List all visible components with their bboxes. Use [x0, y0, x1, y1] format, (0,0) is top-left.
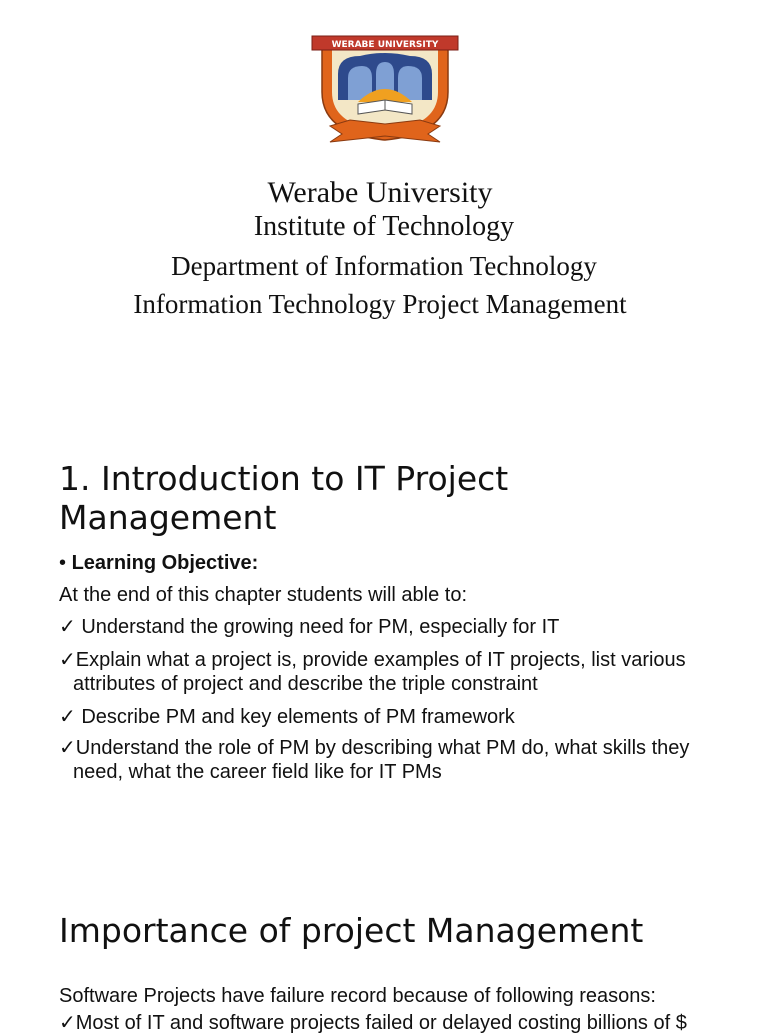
objective-item	[59, 736, 719, 784]
check-icon: ✓	[59, 616, 76, 638]
failure-intro: Software Projects have failure record because of following reasons:	[59, 985, 656, 1007]
check-icon: ✓	[59, 706, 76, 728]
section-1-title: 1. Introduction to IT Project Management	[59, 459, 509, 537]
bullet: •	[59, 552, 67, 574]
objective-item	[59, 648, 719, 696]
university-name: Werabe University	[267, 176, 493, 209]
objective-text: Explain what a project is, provide examples of IT projects, list various	[75, 649, 686, 671]
objective-text-continued: need, what the career field like for IT PMs	[73, 761, 442, 783]
university-seal-icon	[300, 30, 470, 152]
objective-item	[59, 705, 719, 729]
logo-banner-text: WERABE UNIVERSITY	[331, 40, 439, 50]
check-icon: ✓	[59, 649, 76, 671]
course-title: Information Technology Project Management	[133, 289, 627, 319]
objective-text-continued: attributes of project and describe the triple constraint	[73, 673, 538, 695]
check-icon: ✓	[59, 737, 76, 759]
objective-text: Understand the role of PM by describing what PM do, what skills they	[75, 737, 690, 759]
university-logo	[300, 30, 470, 152]
learning-objective-label	[59, 551, 739, 575]
department-name: Department of Information Technology	[171, 251, 597, 281]
objective-item	[59, 615, 719, 639]
objective-text: Describe PM and key elements of PM framework	[75, 706, 515, 728]
learning-objective-text: Learning Objective:	[71, 552, 259, 574]
section-2-title: Importance of project Management	[59, 911, 644, 950]
failure-reason-partial: ✓Most of IT and software projects failed or delayed costing billions of $	[59, 1012, 687, 1034]
institute-name: Institute of Technology	[253, 211, 515, 242]
objectives-intro: At the end of this chapter students will able to:	[59, 584, 468, 606]
objective-text: Understand the growing need for PM, especially for IT	[75, 616, 560, 638]
